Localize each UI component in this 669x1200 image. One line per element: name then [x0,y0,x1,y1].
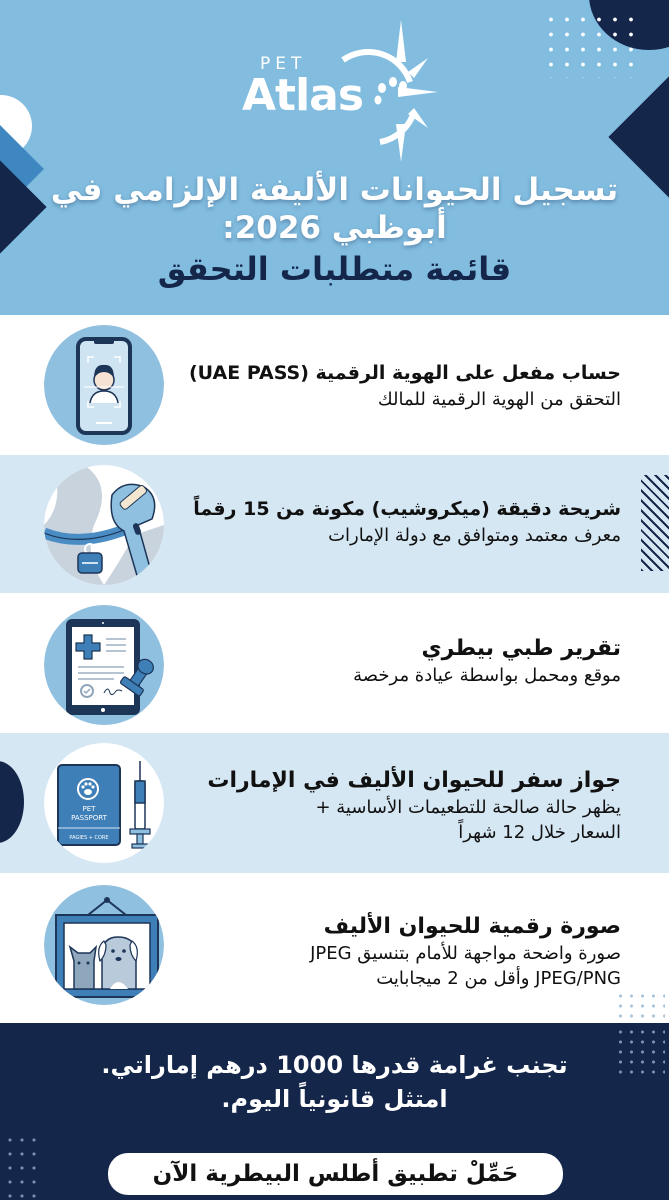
decor-dot-grid-left [4,1133,40,1200]
header-banner [0,0,669,315]
fine-warning-text: تجنب غرامة قدرها 1000 درهم إماراتي. [101,1051,568,1079]
decor-dot-grid [543,12,643,78]
requirement-subtitle-line1: يظهر حالة صالحة للتطعيمات الأساسية + [315,797,621,818]
vet-report-tablet-icon [44,605,164,725]
comply-text: امتثل قانونياً اليوم. [221,1085,448,1113]
decor-navy-half-circle [0,761,24,843]
requirement-title: تقرير طبي بيطري [421,636,621,661]
download-app-button[interactable]: حَمِّلْ تطبيق أطلس البيطرية الآن [108,1153,563,1195]
requirement-text [181,359,621,412]
requirement-subtitle: معرف معتمد ومتوافق مع دولة الإمارات [328,525,621,546]
logo-atlas-text: Atlas [242,70,364,121]
requirement-text [181,767,621,845]
requirement-subtitle: التحقق من الهوية الرقمية للمالك [377,389,621,410]
framed-pet-photo-icon [44,885,164,1005]
requirement-title: شريحة دقيقة (ميكروشيب) مكونة من 15 رقماً [193,498,621,520]
pet-passport-syringe-icon [44,743,164,863]
phone-face-id-icon [44,325,164,445]
requirement-subtitle-line2: JPEG/PNG وأقل من 2 ميجابايت [376,968,621,989]
page-title-line2: أبوظبي 2026: [222,210,447,246]
decor-diagonal-stripes [641,475,669,571]
decor-dot-grid [615,991,665,1023]
requirement-text [181,635,621,688]
requirement-microchip [0,455,669,593]
requirement-uae-pass [0,315,669,455]
footer-cta-section [0,1023,669,1200]
logo-pet-text: PET [260,54,307,74]
svg-text:PASSPORT: PASSPORT [71,814,107,822]
requirement-text [181,913,621,991]
requirement-subtitle-line2: السعار خلال 12 شهراً [458,822,621,843]
requirement-subtitle-line1: صورة واضحة مواجهة للأمام بتنسيق JPEG [310,943,621,964]
page-subtitle: قائمة متطلبات التحقق [157,250,512,288]
requirement-title: صورة رقمية للحيوان الأليف [323,914,621,939]
requirement-title: حساب مفعل على الهوية الرقمية (UAE PASS) [188,362,621,384]
requirement-subtitle: موقع ومحمل بواسطة عيادة مرخصة [353,665,621,686]
svg-text:PET: PET [82,805,96,813]
microchip-scanner-icon [44,465,164,585]
requirement-pet-passport [0,733,669,873]
requirement-pet-photo [0,873,669,1023]
requirement-title: جواز سفر للحيوان الأليف في الإمارات [207,768,621,793]
page-title-line1: تسجيل الحيوانات الأليفة الإلزامي في [50,172,619,208]
pet-atlas-logo [238,20,438,162]
requirement-vet-report [0,593,669,733]
requirement-text [181,495,621,548]
svg-text:PAGIES + CORE: PAGIES + CORE [69,835,109,841]
